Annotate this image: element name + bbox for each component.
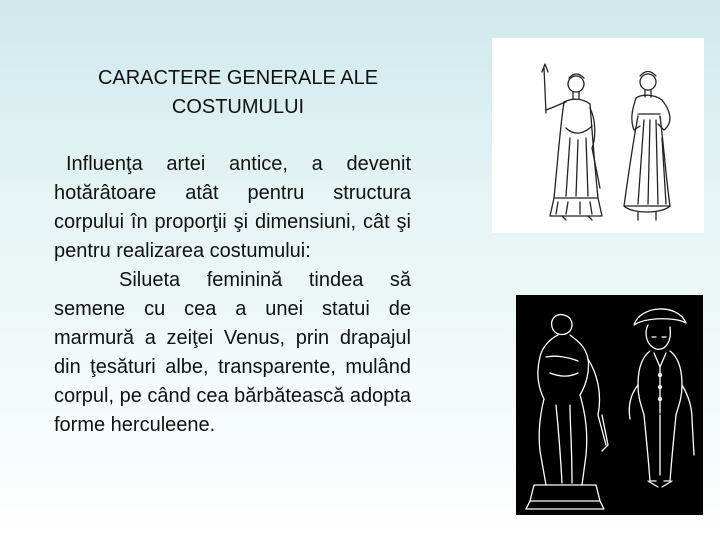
female-costume-drawing	[492, 38, 704, 233]
paragraph-1: Influenţa artei antice, a devenit hotărâtoare atât pentru structura corpului în proporţii şi dimensiuni, cât şi pentru realizarea costumului:	[54, 153, 411, 262]
title-line-2: COSTUMULUI	[171, 96, 305, 118]
female-figures-illustration	[492, 38, 704, 233]
slide-title	[58, 64, 418, 122]
male-figures-illustration	[516, 295, 703, 515]
body-text	[54, 150, 411, 440]
paragraph-2: Silueta feminină tindea să semene cu cea a unei statui de marmură a zeiţei Venus, prin drapajul din ţesături albe, transparente, mulând corpul, pe când cea bărbătească adopta forme herculeene.	[54, 269, 411, 436]
title-line-1: CARACTERE GENERALE ALE	[97, 67, 379, 89]
male-statue-drawing	[516, 295, 703, 515]
